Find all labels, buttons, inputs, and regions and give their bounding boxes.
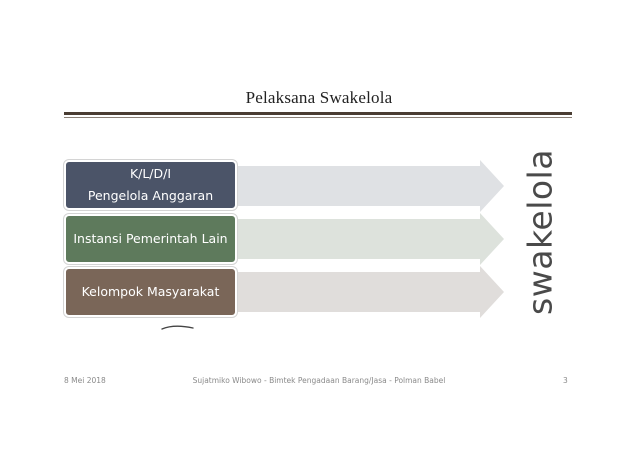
box-kelompok <box>64 267 237 317</box>
arrow-1-shape <box>236 160 504 212</box>
ink-stroke <box>160 319 196 337</box>
box-kldi-line-2: Pengelola Anggaran <box>87 188 214 203</box>
box-kelompok-line-1: Kelompok Masyarakat <box>81 284 220 299</box>
box-kldi-line-1: K/L/D/I <box>129 166 172 181</box>
arrow-2-shape <box>236 213 504 265</box>
box-instansi <box>64 214 237 264</box>
footer-center: Sujatmiko Wibowo - Bimtek Pengadaan Barang/Jasa - Polman Babel <box>192 376 446 385</box>
slide-title: Pelaksana Swakelola <box>245 88 393 107</box>
arrow-1 <box>236 160 504 212</box>
box-instansi-line-1: Instansi Pemerintah Lain <box>73 231 228 246</box>
side-label: swakelola <box>520 149 560 315</box>
title-underline-thick <box>64 112 572 115</box>
arrow-3-shape <box>236 266 504 318</box>
footer-page-number: 3 <box>563 376 568 385</box>
arrow-2 <box>236 213 504 265</box>
title-underline-thin <box>64 117 572 118</box>
arrow-3 <box>236 266 504 318</box>
box-kldi <box>64 160 237 210</box>
footer-date: 8 Mei 2018 <box>64 376 106 385</box>
